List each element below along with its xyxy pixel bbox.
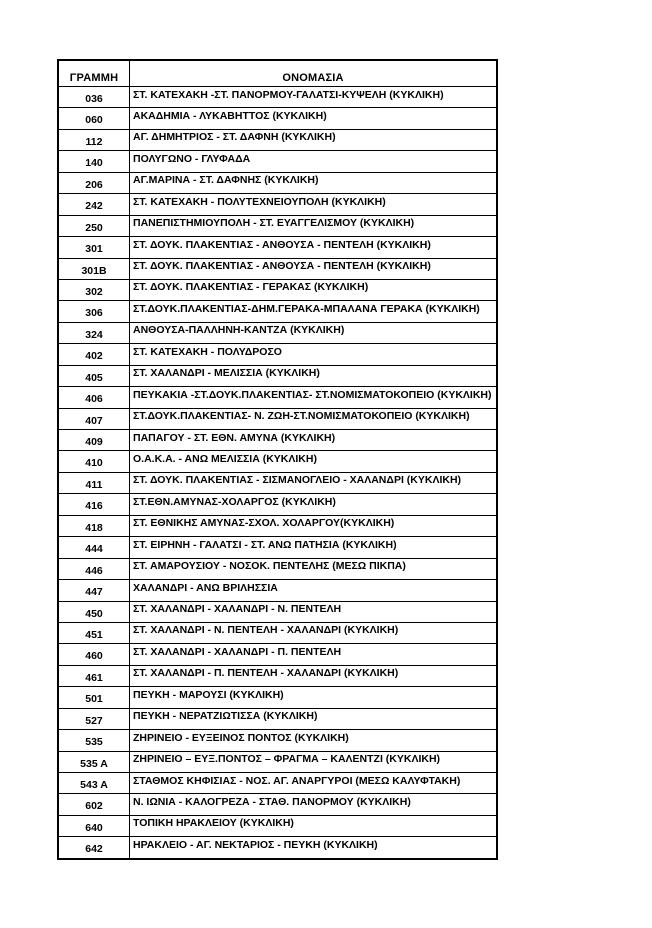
column-header-line: ΓΡΑΜΜΗ [59,61,130,86]
route-name-cell: ΠΕΥΚΗ - ΜΑΡΟΥΣΙ (ΚΥΚΛΙΚΗ) [133,688,284,701]
table-row [59,836,496,857]
line-number-cell: 642 [59,837,130,857]
route-name-cell: ΣΤ.ΕΘΝ.ΑΜΥΝΑΣ-ΧΟΛΑΡΓΟΣ (ΚΥΚΛΙΚΗ) [133,495,336,508]
route-name-cell: ΠΕΥΚΑΚΙΑ -ΣΤ.ΔΟΥΚ.ΠΛΑΚΕΝΤΙΑΣ- ΣΤ.ΝΟΜΙΣΜΑΤΟΚΟΠΕΙΟ (ΚΥΚΛΙΚΗ) [133,388,492,401]
route-name-cell: Ο.Α.Κ.Α. - ΑΝΩ ΜΕΛΙΣΣΙΑ (ΚΥΚΛΙΚΗ) [133,452,317,465]
column-header-name: ΟΝΟΜΑΣΙΑ [282,72,344,84]
line-number-cell: 301Β [59,259,130,279]
line-number-cell: 402 [59,344,130,364]
route-name-cell: ΣΤΑΘΜΟΣ ΚΗΦΙΣΙΑΣ - ΝΟΣ. ΑΓ. ΑΝΑΡΓΥΡΟΙ (ΜΕΣΩ ΚΑΛΥΦΤΑΚΗ) [133,774,461,787]
route-name-cell: ΣΤ. ΔΟΥΚ. ΠΛΑΚΕΝΤΙΑΣ - ΑΝΘΟΥΣΑ - ΠΕΝΤΕΛΗ (ΚΥΚΛΙΚΗ) [133,238,431,251]
route-name-cell: ΣΤ. ΕΘΝΙΚΗΣ ΑΜΥΝΑΣ-ΣΧΟΛ. ΧΟΛΑΡΓΟΥ(ΚΥΚΛΙΚΗ) [133,517,395,530]
line-number-cell: 250 [59,216,130,236]
line-number-cell: 640 [59,816,130,836]
table-row [59,322,496,343]
table-row [59,215,496,236]
route-name-cell: ΣΤ.ΔΟΥΚ.ΠΛΑΚΕΝΤΙΑΣ-ΔΗΜ.ΓΕΡΑΚΑ-ΜΠΑΛΑΝΑ ΓΕΡΑΚΑ (ΚΥΚΛΙΚΗ) [133,302,480,315]
table-row [59,643,496,664]
table-row [59,536,496,557]
line-number-cell: 461 [59,666,130,686]
table-row [59,343,496,364]
line-number-cell: 405 [59,366,130,386]
line-number-cell: 447 [59,580,130,600]
route-name-cell: ΣΤ. ΚΑΤΕΧΑΚΗ - ΠΟΛΥΔΡΟΣΟ [133,345,282,358]
route-name-cell: ΑΝΘΟΥΣΑ-ΠΑΛΛΗΝΗ-ΚΑΝΤΖΑ (ΚΥΚΛΙΚΗ) [133,324,345,337]
table-row [59,579,496,600]
table-row [59,622,496,643]
route-name-cell: ΣΤ. ΧΑΛΑΝΔΡΙ - Ν. ΠΕΝΤΕΛΗ - ΧΑΛΑΝΔΡΙ (ΚΥΚΛΙΚΗ) [133,624,399,637]
table-body [59,86,496,858]
line-number-cell: 411 [59,473,130,493]
table-row [59,729,496,750]
route-name-cell: ΣΤ. ΔΟΥΚ. ΠΛΑΚΕΝΤΙΑΣ - ΑΝΘΟΥΣΑ - ΠΕΝΤΕΛΗ (ΚΥΚΛΙΚΗ) [133,260,431,272]
route-name-cell: ΠΑΠΑΓΟΥ - ΣΤ. ΕΘΝ. ΑΜΥΝΑ (ΚΥΚΛΙΚΗ) [133,431,336,444]
line-number-cell: 446 [59,559,130,579]
table-row [59,558,496,579]
route-name-cell: ΠΟΛΥΓΩΝΟ - ΓΛΥΦΑΔΑ [133,152,251,165]
table-row [59,172,496,193]
table-row [59,258,496,279]
table-row [59,515,496,536]
table-row [59,708,496,729]
route-name-cell: ΣΤ.ΔΟΥΚ.ΠΛΑΚΕΝΤΙΑΣ- Ν. ΖΩΗ-ΣΤ.ΝΟΜΙΣΜΑΤΟΚΟΠΕΙΟ (ΚΥΚΛΙΚΗ) [133,410,470,423]
route-name-cell: ΣΤ. ΚΑΤΕΧΑΚΗ -ΣΤ. ΠΑΝΟΡΜΟΥ-ΓΑΛΑΤΣΙ-ΚΥΨΕΛΗ (ΚΥΚΛΙΚΗ) [133,88,444,101]
line-number-cell: 060 [59,108,130,128]
line-number-cell: 324 [59,323,130,343]
route-name-cell: ΣΤ. ΑΜΑΡΟΥΣΙΟΥ - ΝΟΣΟΚ. ΠΕΝΤΕΛΗΣ (ΜΕΣΩ ΠΙΚΠΑ) [133,560,406,573]
line-number-cell: 406 [59,387,130,407]
route-name-cell: ΠΑΝΕΠΙΣΤΗΜΙΟΥΠΟΛΗ - ΣΤ. ΕΥΑΓΓΕΛΙΣΜΟΥ (ΚΥΚΛΙΚΗ) [133,217,415,230]
line-number-cell: 036 [59,87,130,107]
route-name-cell: ΑΚΑΔΗΜΙΑ - ΛΥΚΑΒΗΤΤΟΣ (ΚΥΚΛΙΚΗ) [133,109,327,122]
line-number-cell: 418 [59,516,130,536]
table-row [59,751,496,772]
table-row [59,815,496,836]
table-row [59,236,496,257]
line-number-cell: 602 [59,794,130,814]
line-number-cell: 501 [59,687,130,707]
line-number-cell: 302 [59,280,130,300]
table-row [59,300,496,321]
route-name-cell: ΠΕΥΚΗ - ΝΕΡΑΤΖΙΩΤΙΣΣΑ (ΚΥΚΛΙΚΗ) [133,710,318,723]
line-number-cell: 543 Α [59,773,130,793]
line-number-cell: 450 [59,602,130,622]
table-row [59,665,496,686]
table-row [59,450,496,471]
table-row [59,150,496,171]
route-name-cell: ΑΓ. ΔΗΜΗΤΡΙΟΣ - ΣΤ. ΔΑΦΝΗ (ΚΥΚΛΙΚΗ) [133,131,336,144]
line-number-cell: 242 [59,194,130,214]
line-number-cell: 112 [59,130,130,150]
table-row [59,365,496,386]
route-name-cell: ΣΤ. ΧΑΛΑΝΔΡΙ - ΜΕΛΙΣΣΙΑ (ΚΥΚΛΙΚΗ) [133,367,320,380]
route-name-cell: ΣΤ. ΧΑΛΑΝΔΡΙ - ΧΑΛΑΝΔΡΙ - Ν. ΠΕΝΤΕΛΗ [133,603,342,615]
line-number-cell: 410 [59,451,130,471]
table-row [59,129,496,150]
table-row [59,386,496,407]
table-row [59,793,496,814]
table-row [59,601,496,622]
line-number-cell: 444 [59,537,130,557]
table-row [59,279,496,300]
line-number-cell: 527 [59,709,130,729]
line-number-cell: 451 [59,623,130,643]
table-row [59,772,496,793]
route-name-cell: ΧΑΛΑΝΔΡΙ - ΑΝΩ ΒΡΙΛΗΣΣΙΑ [133,581,278,594]
route-name-cell: Ν. ΙΩΝΙΑ - ΚΑΛΟΓΡΕΖΑ - ΣΤΑΘ. ΠΑΝΟΡΜΟΥ (ΚΥΚΛΙΚΗ) [133,795,411,808]
table-row [59,193,496,214]
route-name-cell: ΤΟΠΙΚΗ ΗΡΑΚΛΕΙΟΥ (ΚΥΚΛΙΚΗ) [133,817,294,830]
line-number-cell: 460 [59,644,130,664]
line-number-cell: 535 [59,730,130,750]
line-number-cell: 535 Α [59,752,130,772]
route-name-cell: ΣΤ. ΕΙΡΗΝΗ - ΓΑΛΑΤΣΙ - ΣΤ. ΑΝΩ ΠΑΤΗΣΙΑ (ΚΥΚΛΙΚΗ) [133,538,397,551]
table-row [59,472,496,493]
line-number-cell: 301 [59,237,130,257]
table-row [59,86,496,107]
table-header-row [59,61,496,86]
bus-routes-table [57,59,498,860]
route-name-cell: ΗΡΑΚΛΕΙΟ - ΑΓ. ΝΕΚΤΑΡΙΟΣ - ΠΕΥΚΗ (ΚΥΚΛΙΚΗ) [133,838,378,851]
route-name-cell: ΣΤ. ΧΑΛΑΝΔΡΙ - ΧΑΛΑΝΔΡΙ - Π. ΠΕΝΤΕΛΗ [133,645,342,658]
route-name-cell: ΣΤ. ΧΑΛΑΝΔΡΙ - Π. ΠΕΝΤΕΛΗ - ΧΑΛΑΝΔΡΙ (ΚΥΚΛΙΚΗ) [133,667,399,680]
route-name-cell: ΣΤ. ΚΑΤΕΧΑΚΗ - ΠΟΛΥΤΕΧΝΕΙΟΥΠΟΛΗ (ΚΥΚΛΙΚΗ) [133,195,386,208]
route-name-cell: ΣΤ. ΔΟΥΚ. ΠΛΑΚΕΝΤΙΑΣ - ΣΙΣΜΑΝΟΓΛΕΙΟ - ΧΑΛΑΝΔΡΙ (ΚΥΚΛΙΚΗ) [133,474,462,487]
line-number-cell: 409 [59,430,130,450]
table-row [59,408,496,429]
line-number-cell: 416 [59,494,130,514]
route-name-cell: ΣΤ. ΔΟΥΚ. ΠΛΑΚΕΝΤΙΑΣ - ΓΕΡΑΚΑΣ (ΚΥΚΛΙΚΗ) [133,281,369,294]
line-number-cell: 306 [59,301,130,321]
line-number-cell: 407 [59,409,130,429]
route-name-cell: ΖΗΡΙΝΕΙΟ - ΕΥΞΕΙΝΟΣ ΠΟΝΤΟΣ (ΚΥΚΛΙΚΗ) [133,731,349,744]
table-row [59,493,496,514]
route-name-cell: ΑΓ.ΜΑΡΙΝΑ - ΣΤ. ΔΑΦΝΗΣ (ΚΥΚΛΙΚΗ) [133,174,319,187]
line-number-cell: 140 [59,151,130,171]
table-row [59,429,496,450]
line-number-cell: 206 [59,173,130,193]
route-name-cell: ΖΗΡΙΝΕΙΟ – ΕΥΞ.ΠΟΝΤΟΣ – ΦΡΑΓΜΑ – ΚΑΛΕΝΤΖΙ (ΚΥΚΛΙΚΗ) [133,753,441,766]
table-row [59,107,496,128]
table-row [59,686,496,707]
